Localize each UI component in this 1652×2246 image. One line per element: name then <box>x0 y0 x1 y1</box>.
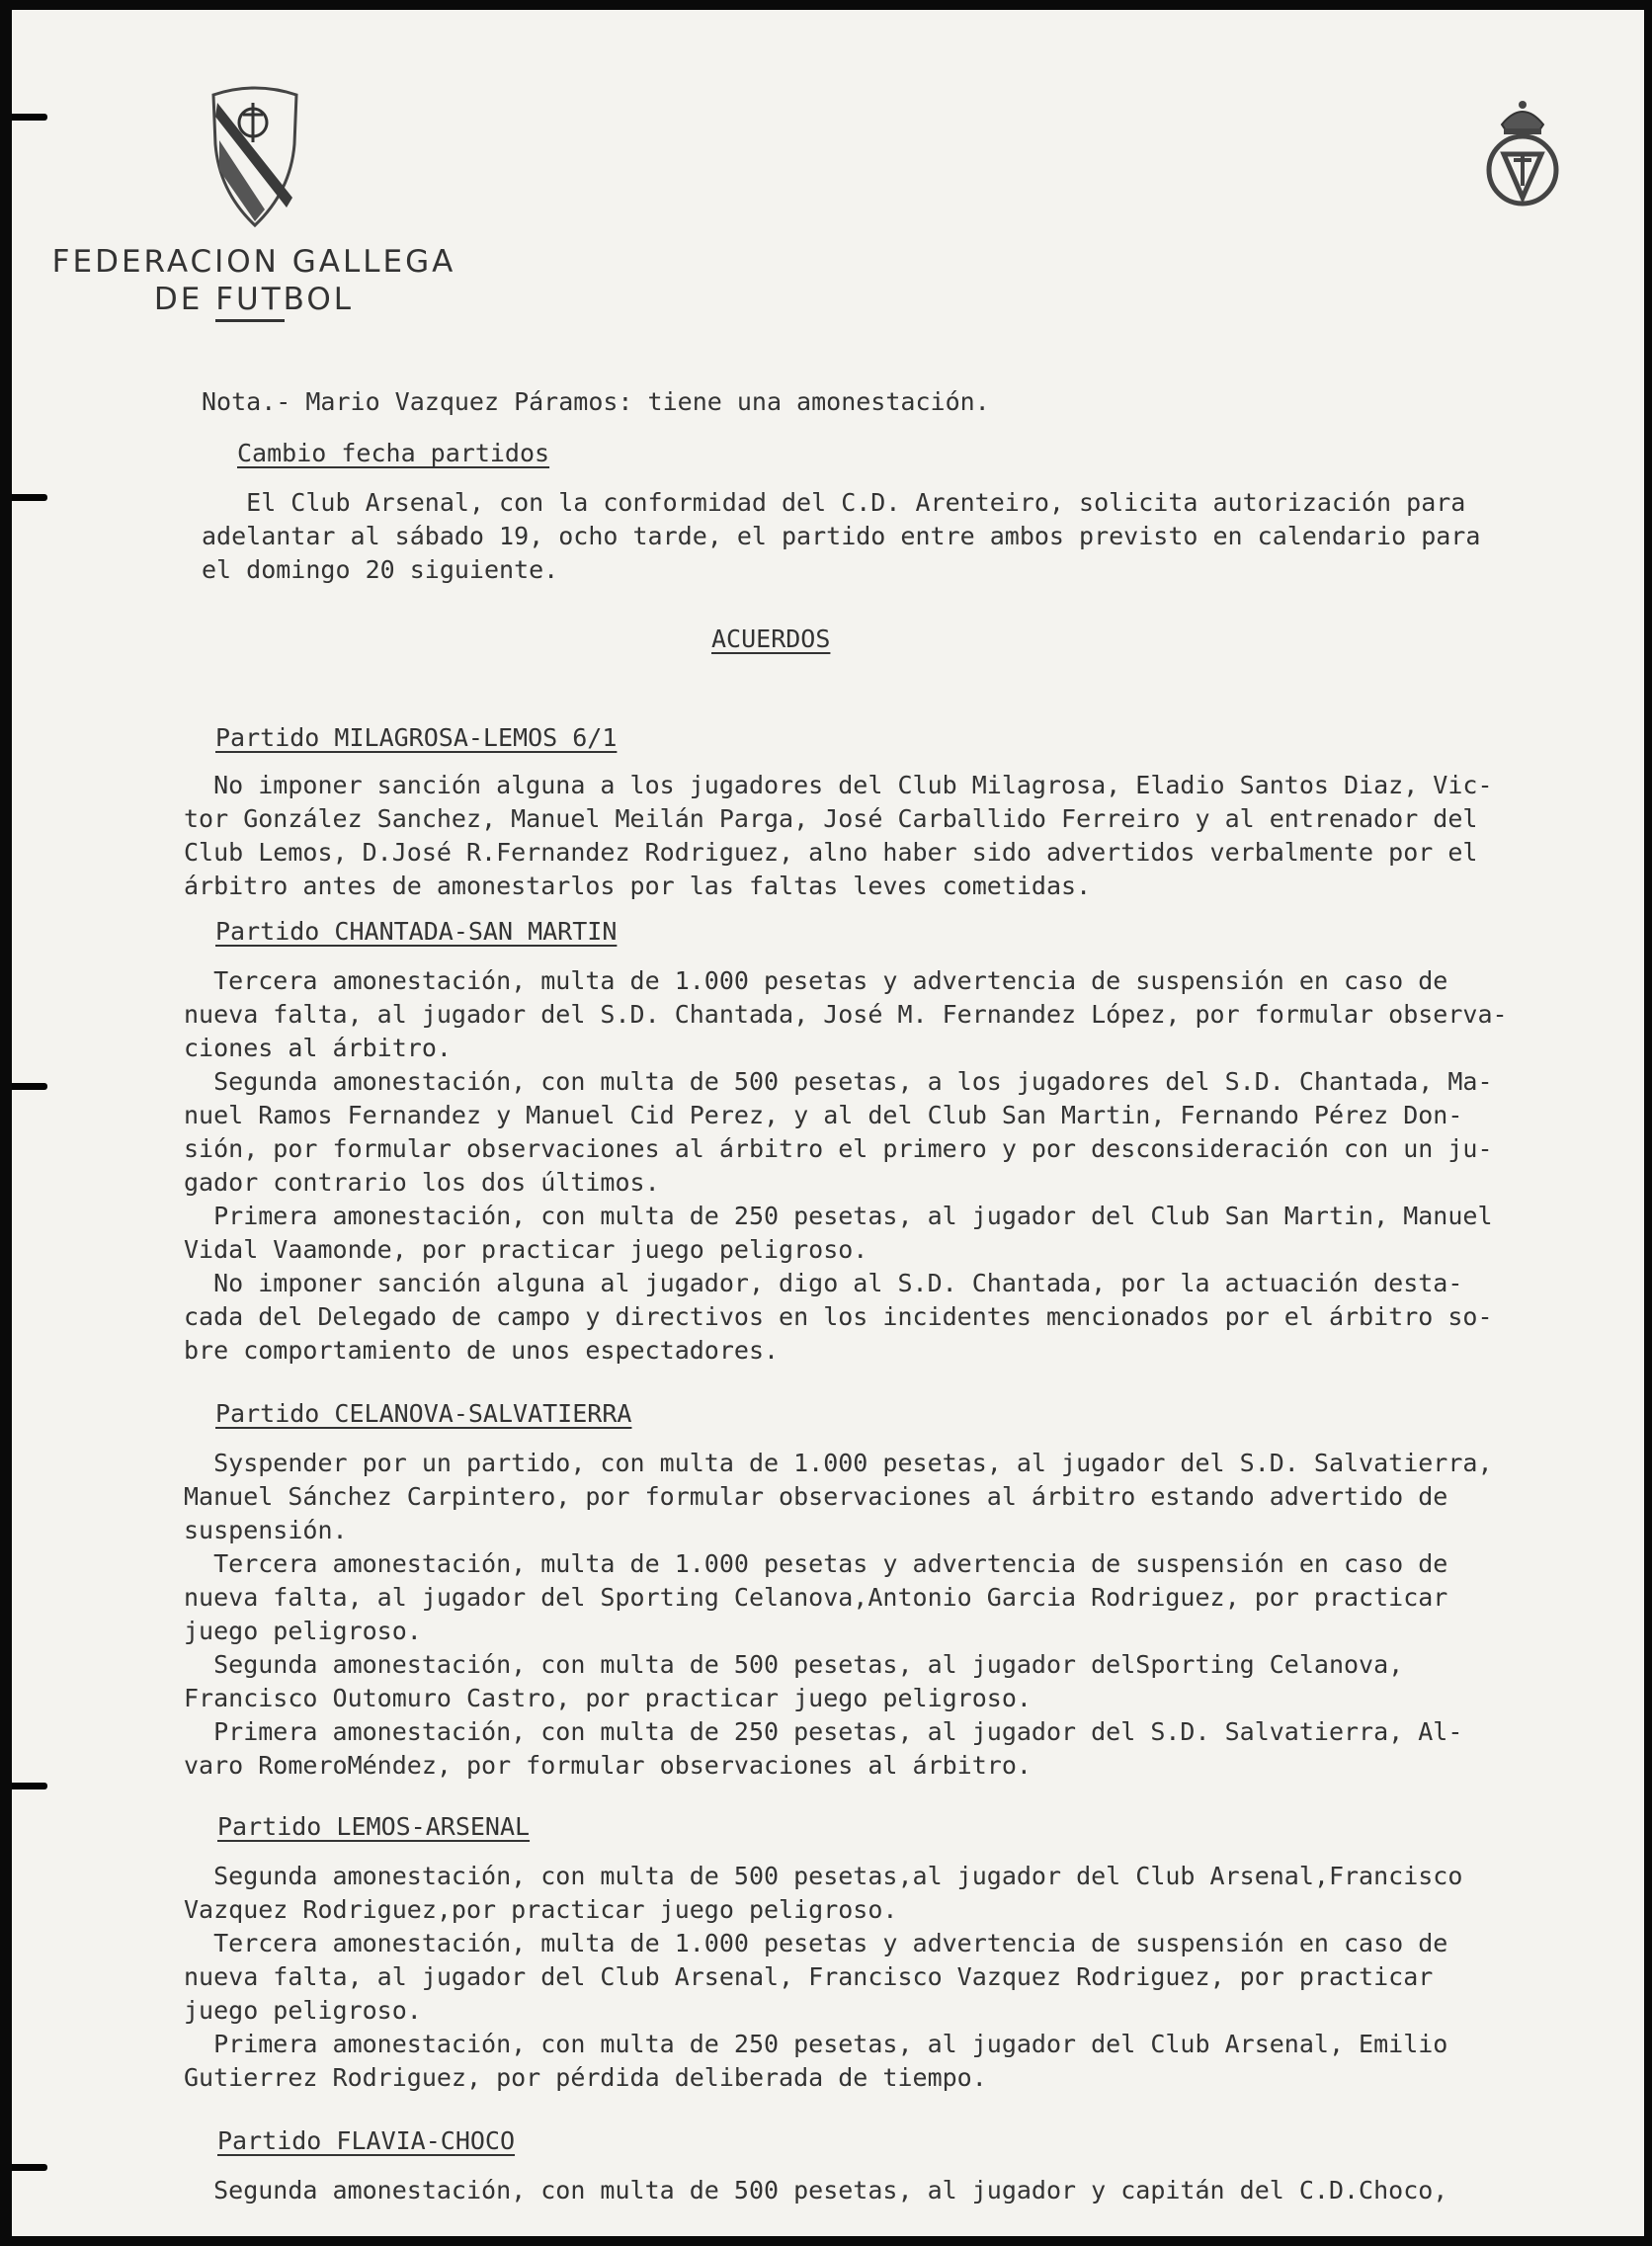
text-line: Segunda amonestación, con multa de 500 pesetas, al jugador delSporting Celanova, <box>184 1650 1404 1679</box>
agreements-title: ACUERDOS <box>711 624 831 653</box>
letterhead-divider <box>215 319 285 322</box>
org-name-line-2: DE FUTBOL <box>153 282 355 317</box>
text-line: No imponer sanción alguna a los jugadores del Club Milagrosa, Eladio Santos Diaz, Vic- <box>184 771 1493 799</box>
text-line: tor González Sanchez, Manuel Meilán Parga, José Carballido Ferreiro y al entrenador del <box>184 804 1478 833</box>
text-line: Tercera amonestación, multa de 1.000 pesetas y advertencia de suspensión en caso de <box>184 1549 1448 1578</box>
federation-shield-icon <box>207 81 302 229</box>
text-line: El Club Arsenal, con la conformidad del C.D. Arenteiro, solicita autorización para <box>202 488 1466 517</box>
rfef-crown-emblem-icon <box>1478 95 1567 213</box>
text-line: Vidal Vaamonde, por practicar juego peligroso. <box>184 1235 868 1264</box>
text-line: Tercera amonestación, multa de 1.000 pesetas y advertencia de suspensión en caso de <box>184 1929 1448 1957</box>
text-line: Manuel Sánchez Carpintero, por formular observaciones al árbitro estando advertido de <box>184 1482 1448 1511</box>
date-change-paragraph <box>202 486 1480 587</box>
text-line: Segunda amonestación, con multa de 500 pesetas,al jugador del Club Arsenal,Francisco <box>184 1862 1463 1890</box>
letterhead-title <box>41 243 466 318</box>
text-line: árbitro antes de amonestarlos por las faltas leves cometidas. <box>184 872 1092 900</box>
text-line: Tercera amonestación, multa de 1.000 pesetas y advertencia de suspensión en caso de <box>184 966 1448 995</box>
match-paragraph <box>184 964 1508 1368</box>
text-line: Club Lemos, D.José R.Fernandez Rodriguez, alno haber sido advertidos verbalmente por el <box>184 838 1478 867</box>
binding-hole-mark <box>12 1083 47 1090</box>
binding-hole-mark <box>12 114 47 121</box>
text-line: No imponer sanción alguna al jugador, digo al S.D. Chantada, por la actuación desta- <box>184 1269 1463 1297</box>
note-line: Nota.- Mario Vazquez Páramos: tiene una amonestación. <box>202 387 990 416</box>
document-page <box>12 10 1644 2236</box>
text-line: juego peligroso. <box>184 1617 422 1645</box>
text-line: Segunda amonestación, con multa de 500 pesetas, a los jugadores del S.D. Chantada, Ma- <box>184 1067 1493 1096</box>
match-heading: Partido LEMOS-ARSENAL <box>217 1812 531 1841</box>
binding-hole-mark <box>12 494 47 501</box>
text-line: varo RomeroMéndez, por formular observaciones al árbitro. <box>184 1751 1032 1780</box>
text-line: nuel Ramos Fernandez y Manuel Cid Perez, y al del Club San Martin, Fernando Pérez Don- <box>184 1101 1463 1129</box>
match-heading: Partido CHANTADA-SAN MARTIN <box>215 917 618 946</box>
text-line: Primera amonestación, con multa de 250 pesetas, al jugador del Club Arsenal, Emilio <box>184 2030 1448 2058</box>
date-change-heading: Cambio fecha partidos <box>237 439 550 467</box>
text-line: Gutierrez Rodriguez, por pérdida deliberada de tiempo. <box>184 2063 987 2092</box>
text-line: nueva falta, al jugador del S.D. Chantada, José M. Fernandez López, por formular observa- <box>184 1000 1508 1029</box>
text-line: nueva falta, al jugador del Sporting Celanova,Antonio Garcia Rodriguez, por practicar <box>184 1583 1448 1612</box>
match-paragraph <box>184 1860 1462 2095</box>
text-line: Primera amonestación, con multa de 250 pesetas, al jugador del Club San Martin, Manuel <box>184 1202 1493 1230</box>
text-line: cada del Delegado de campo y directivos en los incidentes mencionados por el árbitro so- <box>184 1302 1493 1331</box>
text-line: Segunda amonestación, con multa de 500 pesetas, al jugador y capitán del C.D.Choco, <box>184 2176 1448 2204</box>
text-line: Syspender por un partido, con multa de 1.000 pesetas, al jugador del S.D. Salvatierra, <box>184 1449 1493 1477</box>
text-line: Primera amonestación, con multa de 250 pesetas, al jugador del S.D. Salvatierra, Al- <box>184 1717 1463 1746</box>
text-line: el domingo 20 siguiente. <box>202 555 559 584</box>
match-paragraph <box>184 2174 1447 2207</box>
text-line: nueva falta, al jugador del Club Arsenal, Francisco Vazquez Rodriguez, por practicar <box>184 1962 1434 1991</box>
match-paragraph <box>184 769 1493 903</box>
text-line: sión, por formular observaciones al árbitro el primero y por desconsideración con un ju- <box>184 1134 1493 1163</box>
binding-hole-mark <box>12 2164 47 2171</box>
text-line: Vazquez Rodriguez,por practicar juego peligroso. <box>184 1895 898 1924</box>
match-heading: Partido FLAVIA-CHOCO <box>217 2126 516 2155</box>
text-line: bre comportamiento de unos espectadores. <box>184 1336 780 1365</box>
text-line: gador contrario los dos últimos. <box>184 1168 660 1197</box>
text-line: suspensión. <box>184 1516 348 1544</box>
match-heading: Partido MILAGROSA-LEMOS 6/1 <box>215 723 618 752</box>
match-paragraph <box>184 1447 1493 1783</box>
text-line: ciones al árbitro. <box>184 1034 452 1062</box>
org-name-line-1: FEDERACION GALLEGA <box>51 244 456 280</box>
text-line: Francisco Outomuro Castro, por practicar juego peligroso. <box>184 1684 1032 1712</box>
text-line: juego peligroso. <box>184 1996 422 2025</box>
text-line: adelantar al sábado 19, ocho tarde, el partido entre ambos previsto en calendario para <box>202 522 1481 550</box>
binding-hole-mark <box>12 1783 47 1789</box>
match-heading: Partido CELANOVA-SALVATIERRA <box>215 1399 632 1428</box>
